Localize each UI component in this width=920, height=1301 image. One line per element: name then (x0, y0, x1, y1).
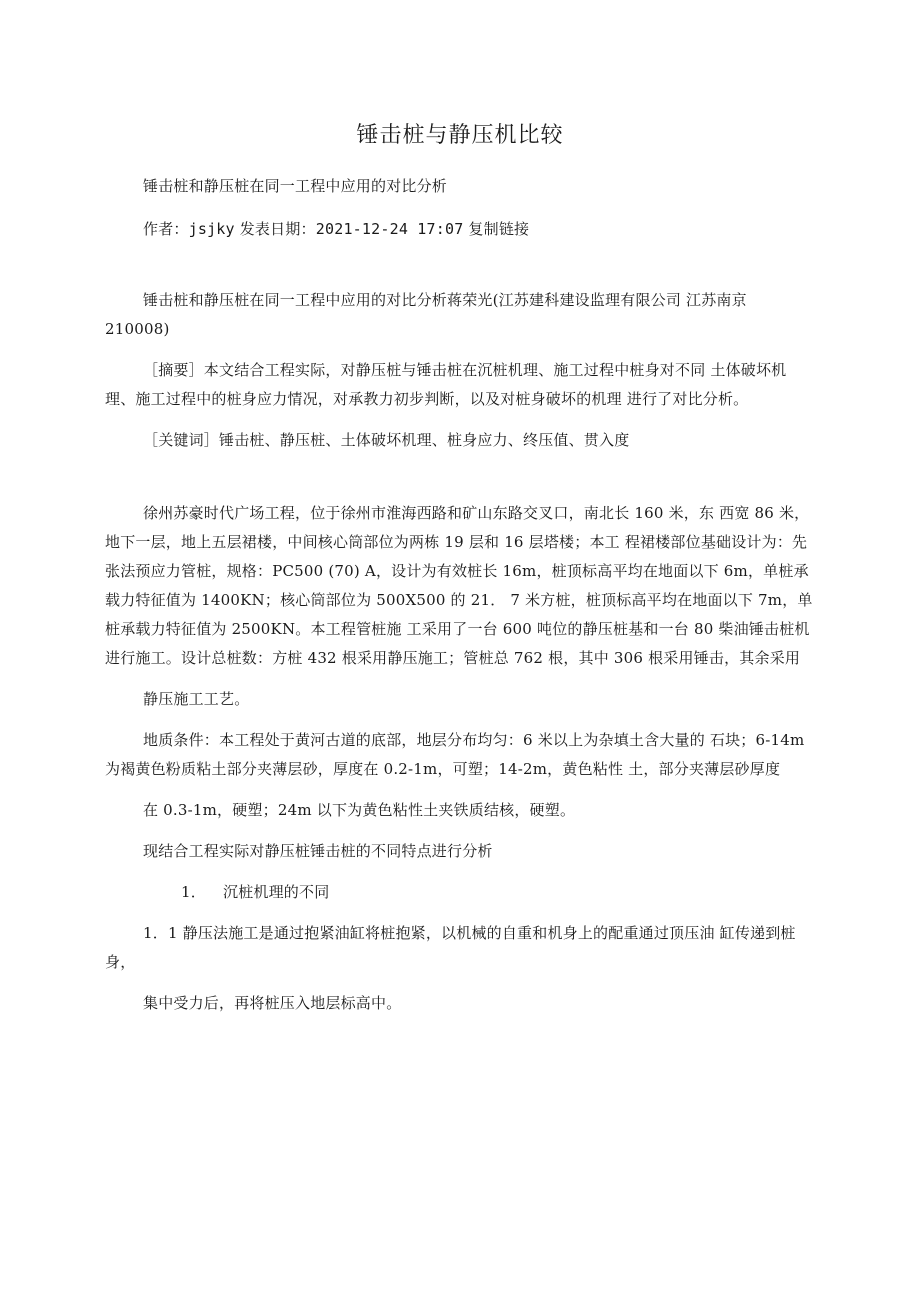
intro-paragraph: 锤击桩和静压桩在同一工程中应用的对比分析蒋荣光(江苏建科建设监理有限公司 江苏南京 210008) (105, 291, 747, 338)
subtitle: 锤击桩和静压桩在同一工程中应用的对比分析 (143, 177, 448, 195)
subsection-paragraph: 1．1 静压法施工是通过抱紧油缸将桩抱紧，以机械的自重和机身上的配重通过顶压油 缸传递到桩身， (105, 924, 796, 971)
page-title: 锤击桩与静压机比较 (356, 123, 564, 148)
publish-date: 2021-12-24 17:07 (315, 220, 464, 238)
analysis-intro: 现结合工程实际对静压桩锤击桩的不同特点进行分析 (143, 842, 493, 860)
section-title: 沉桩机理的不同 (223, 883, 330, 901)
project-continuation: 静压施工工艺。 (143, 690, 250, 708)
author-label: 作者： (143, 220, 189, 238)
keywords-paragraph: ［关键词］锤击桩、静压桩、土体破坏机理、桩身应力、终压值、贯入度 (143, 431, 630, 449)
geology-paragraph: 地质条件：本工程处于黄河古道的底部，地层分布均匀：6 米以上为杂填土含大量的 石块；6-14m 为褐黄色粉质粘土部分夹薄层砂，厚度在 0.2-1m，可塑；14-2m，黄色粘性 土，部分夹薄层砂厚度 (105, 731, 805, 778)
author-name: jsjky (188, 220, 235, 238)
date-label: 发表日期： (239, 220, 316, 238)
geology-continuation: 在 0.3-1m，硬塑；24m 以下为黄色粘性土夹铁质结核，硬塑。 (143, 801, 576, 819)
subsection-continuation: 集中受力后，再将桩压入地层标高中。 (143, 994, 402, 1012)
article-meta (105, 215, 815, 244)
copy-link[interactable]: 复制链接 (468, 220, 530, 238)
project-paragraph: 徐州苏豪时代广场工程，位于徐州市淮海西路和矿山东路交叉口，南北长 160 米，东 西宽 86 米，地下一层，地上五层裙楼，中间核心筒部位为两栋 19 层和 16 层塔楼；本工 程裙楼部位基础设计为：先张法预应力管桩，规格：PC500 (70) A，设计为有效桩长 16m，桩顶标高平均在地面以下 6m，单桩承载力特征值为 1400KN；核心筒部位为 500X500 的 21． 7 米方桩，桩顶标高平均在地面以下 7m，单桩承载力特征值为 2500KN。本工程管桩施 工采用了一台 600 吨位的静压桩基和一台 80 柴油锤击桩机进行施工。设计总桩数：方桩 432 根采用静压施工；管桩总 762 根，其中 306 根采用锤击，其余采用 (105, 504, 813, 667)
section-number: 1． (181, 883, 206, 901)
abstract-paragraph: ［摘要］本文结合工程实际，对静压桩与锤击桩在沉桩机理、施工过程中桩身对不同 土体破坏机理、施工过程中的桩身应力情况，对承教力初步判断，以及对桩身破坏的机理 进行了对比分析。 (105, 361, 787, 408)
section-heading (105, 878, 815, 907)
document-body (105, 172, 815, 1018)
